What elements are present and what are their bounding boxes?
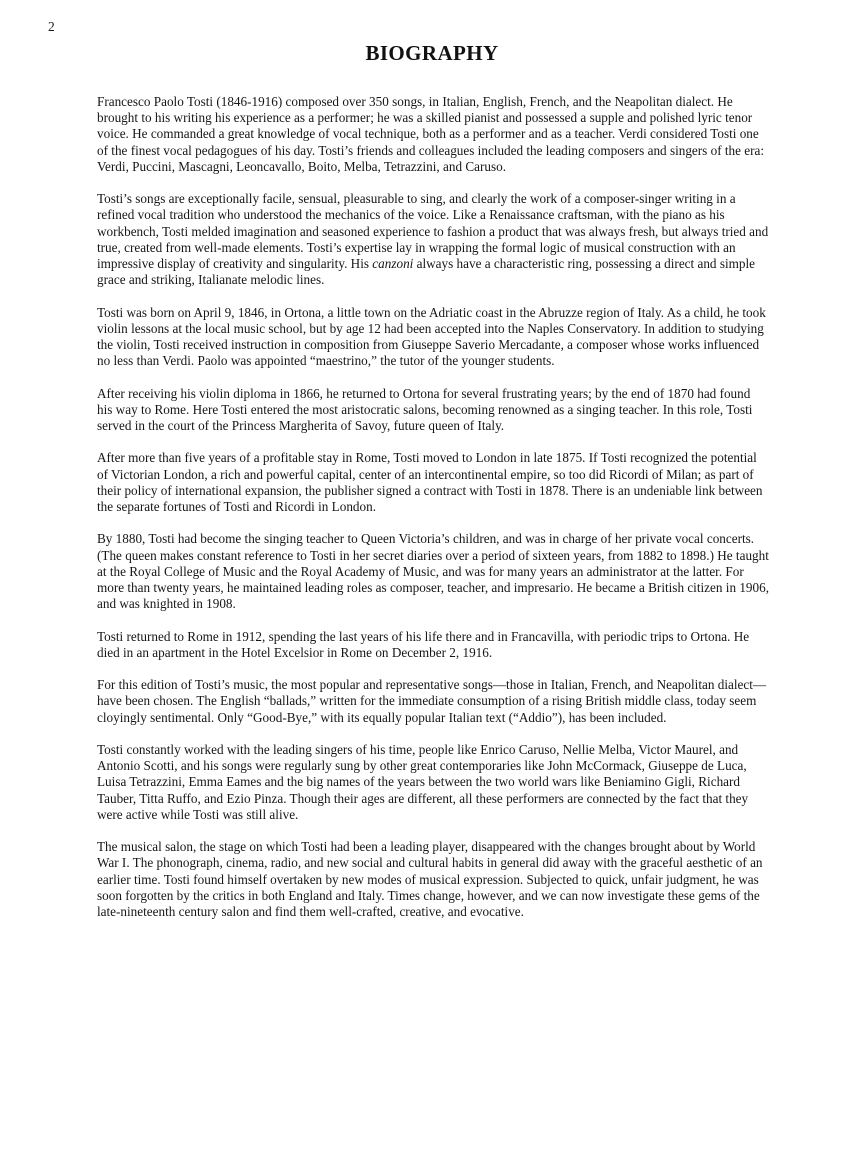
paragraph-2	[97, 191, 769, 288]
page-title: BIOGRAPHY	[365, 41, 499, 65]
biography-text	[97, 94, 769, 936]
paragraph-5: After more than five years of a profitable stay in Rome, Tosti moved to London in late 1875. If Tosti recognized the potential of Victorian London, a rich and powerful capital, center of an intercontinental empire, so too did Ricordi of Milan; as part of their policy of international expansion, the publisher signed a contract with Tosti in 1878. There is an undeniable link between the separate fortunes of Tosti and Ricordi in London.	[97, 450, 763, 515]
page-number: 2	[48, 19, 55, 34]
paragraph-8: For this edition of Tosti’s music, the most popular and representative songs—those in Italian, French, and Neapolitan dialect—have been chosen. The English “ballads,” written for the immediate consumption of a rising British middle class, today seem cloyingly sentimental. Only “Good-Bye,” with its equally popular Italian text (“Addio”), has been included.	[97, 677, 767, 725]
paragraph-10: The musical salon, the stage on which Tosti had been a leading player, disappeared with the changes brought about by World War I. The phonograph, cinema, radio, and new social and cultural habits in general did away with the graceful aesthetic of an earlier time. Tosti found himself overtaken by new modes of musical expression. Subjected to quick, unfair judgment, he was soon forgotten by the critics in both England and Italy. Times change, however, and we can now investigate these gems of the late-nineteenth century salon and find them well-crafted, creative, and evocative.	[97, 839, 763, 920]
italic-term-canzoni: canzoni	[372, 256, 414, 272]
paragraph-6: By 1880, Tosti had become the singing teacher to Queen Victoria’s children, and was in charge of her private vocal concerts. (The queen makes constant reference to Tosti in her secret diaries over a period of sixteen years, from 1882 to 1898.) He taught at the Royal College of Music and the Royal Academy of Music, and was for many years an administrator at the latter. For more than twenty years, he maintained leading roles as composer, teacher, and impresario. He became a British citizen in 1906, and was knighted in 1908.	[97, 531, 770, 612]
paragraph-3: Tosti was born on April 9, 1846, in Ortona, a little town on the Adriatic coast in the Abruzze region of Italy. As a child, he took violin lessons at the local music school, but by age 12 had been accepted into the Naples Conservatory. In addition to studying the violin, Tosti received instruction in composition from Giuseppe Saverio Mercadante, a composer whose works influenced no less than Verdi. Paolo was appointed “maestrino,” the tutor of the younger students.	[97, 304, 766, 369]
paragraph-1: Francesco Paolo Tosti (1846-1916) composed over 350 songs, in Italian, English, French, and the Neapolitan dialect. He brought to his writing his experience as a performer; he was a skilled pianist and possessed a supple and polished lyric tenor voice. He commanded a great knowledge of vocal technique, both as a performer and as a teacher. Verdi considered Tosti one of the finest vocal pedagogues of his day. Tosti’s friends and colleagues included the leading composers and singers of the era: Verdi, Puccini, Mascagni, Leoncavallo, Boito, Melba, Tetrazzini, and Caruso.	[97, 94, 765, 174]
paragraph-9: Tosti constantly worked with the leading singers of his time, people like Enrico Caruso, Nellie Melba, Victor Maurel, and Antonio Scotti, and his songs were regularly sung by other great contemporaries like John McCormack, Giuseppe de Luca, Luisa Tetrazzini, Emma Eames and the big names of the years between the two world wars like Beniamino Gigli, Richard Tauber, Titta Ruffo, and Ezio Pinza. Though their ages are different, all these performers are connected by the fact that they were active while Tosti was still alive.	[97, 742, 749, 822]
paragraph-2-text-before: Tosti’s songs are exceptionally facile, sensual, pleasurable to sing, and clearly the work of a composer-singer writing in a refined vocal tradition who understood the mechanics of the voice. Like a Renaissance craftsman, with the piano as his workbench, Tosti melded imagination and seasoned experience to fashion a product that was always fresh, but always tried and true, created from well-made elements. Tosti’s expertise lay in wrapping the formal logic of musical construction with an impressive display of creativity and singularity. His	[97, 191, 769, 272]
paragraph-2-text-after: always have a characteristic ring, possessing a direct and simple grace and striking, Italianate melodic lines.	[97, 256, 755, 288]
paragraph-4: After receiving his violin diploma in 1866, he returned to Ortona for several frustrating years; by the end of 1870 had found his way to Rome. Here Tosti entered the most aristocratic salons, becoming renowned as a singing teacher. In this role, Tosti served in the court of the Princess Margherita of Savoy, future queen of Italy.	[97, 385, 753, 434]
paragraph-7: Tosti returned to Rome in 1912, spending the last years of his life there and in Francavilla, with periodic trips to Ortona. He died in an apartment in the Hotel Excelsior in Rome on December 2, 1916.	[97, 628, 750, 660]
